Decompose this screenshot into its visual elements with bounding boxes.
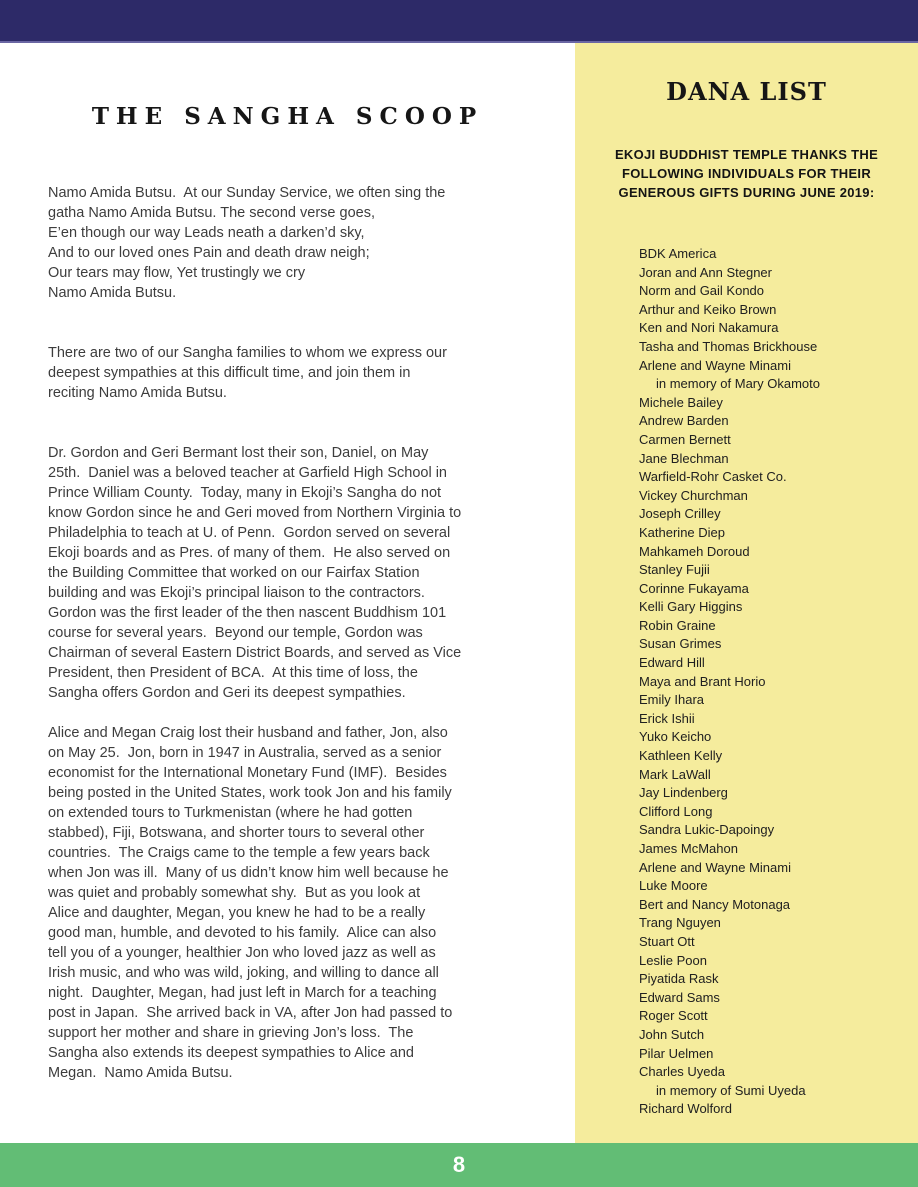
donor-name: Vickey Churchman: [639, 487, 748, 503]
donor-item: [639, 505, 910, 524]
donor-item: [639, 933, 910, 952]
donor-name: Bert and Nancy Motonaga: [639, 896, 791, 912]
donor-item: [639, 245, 910, 264]
donor-name: Katherine Diep: [639, 524, 725, 540]
donor-item: [639, 635, 910, 654]
donor-name: Joran and Ann Stegner: [639, 264, 772, 280]
donor-item: [639, 1063, 910, 1100]
donor-name: Luke Moore: [639, 878, 708, 894]
donor-item: [639, 1007, 910, 1026]
donor-item: [639, 301, 910, 320]
donor-item: [639, 468, 910, 487]
paragraph-craig: Alice and Megan Craig lost their husband and father, Jon, also on May 25. Jon, born in 1947 in Australia, served as a senior economist for the International Monetary Fund (IMF). Besides being posted in the United States, work took Jon and his family on extended tours to Turkmenistan (where he had gotten stabbed), Fiji, Botswana, and shorter tours to several other countries. The Craigs came to the temple a few years back when Jon was ill. Many of us didn’t know him well because he was quiet and probably somewhat shy. But as you look at Alice and daughter, Megan, you knew he had to be a really good man, humble, and devoted to his family. Alice can also tell you of a younger, healthier Jon who loved jazz as well as Irish music, and who was wild, joking, and willing to dance all night. Daughter, Megan, had just left in March for a teaching post in Japan. She arrived back in VA, after Jon had passed to support her mother and share in grieving Jon’s loss. The Sangha also extends its deepest sympathies to Alice and Megan. Namo Amida Butsu.: [48, 725, 453, 1081]
donor-name: Mahkameh Doroud: [639, 543, 750, 559]
donor-name: Edward Sams: [639, 989, 720, 1005]
donor-name: Corinne Fukayama: [639, 580, 749, 596]
donor-name: Erick Ishii: [639, 710, 695, 726]
donor-name: Kathleen Kelly: [639, 748, 723, 764]
donor-item: [639, 673, 910, 692]
donor-item: [639, 970, 910, 989]
sidebar-intro: EKOJI BUDDHIST TEMPLE THANKS THE FOLLOWING INDIVIDUALS FOR THEIR GENEROUS GIFTS DURING JUNE 2019:: [614, 147, 879, 200]
footer-bar: [0, 1143, 918, 1187]
donor-item: [639, 264, 910, 283]
donor-name: Tasha and Thomas Brickhouse: [639, 338, 818, 354]
donor-item: [639, 319, 910, 338]
donor-memo: in memory of Mary Okamoto: [656, 376, 820, 392]
donor-name: Stuart Ott: [639, 933, 695, 949]
donor-name: Edward Hill: [639, 655, 705, 671]
donor-memo: in memory of Sumi Uyeda: [656, 1082, 806, 1098]
donor-name: Joseph Crilley: [639, 506, 721, 522]
dana-list-sidebar: [575, 43, 918, 1143]
donor-name: Warfield-Rohr Casket Co.: [639, 469, 787, 485]
donor-name: Jay Lindenberg: [639, 785, 728, 801]
top-bar: [0, 0, 918, 43]
donor-item: [639, 487, 910, 506]
donor-name: Maya and Brant Horio: [639, 673, 766, 689]
donor-item: [639, 524, 910, 543]
sidebar-title: DANA LIST: [666, 77, 827, 106]
article-body: [48, 183, 572, 1083]
donor-name: Norm and Gail Kondo: [639, 283, 765, 299]
paragraph-sympathies-intro: There are two of our Sangha families to whom we express our deepest sympathies at this difficult time, and join them in reciting Namo Amida Butsu.: [48, 345, 447, 401]
donor-name: Emily Ihara: [639, 692, 705, 708]
donor-name: Pilar Uelmen: [639, 1045, 714, 1061]
donor-item: [639, 710, 910, 729]
donor-name: Jane Blechman: [639, 450, 729, 466]
paragraph-bermant: Dr. Gordon and Geri Bermant lost their son, Daniel, on May 25th. Daniel was a beloved teacher at Garfield High School in Prince William County. Today, many in Ekoji’s Sangha do not know Gordon since he and Geri moved from Northern Virginia to Philadelphia to teach at U. of Penn. Gordon served on several Ekoji boards and as Pres. of many of them. He also served on the Building Committee that worked on our Fairfax Station building and was Ekoji’s principal liaison to the contractors. Gordon was the first leader of the then nascent Buddhism 101 course for several years. Beyond our temple, Gordon was Chairman of several Eastern District Boards, and served as Vice President, then President of BCA. At this time of loss, the Sangha offers Gordon and Geri its deepest sympathies.: [48, 445, 462, 701]
donor-name: Arlene and Wayne Minami: [639, 357, 791, 373]
donor-item: [639, 654, 910, 673]
donor-item: [639, 412, 910, 431]
donor-item: [639, 952, 910, 971]
donor-item: [639, 989, 910, 1008]
donor-name: Robin Graine: [639, 617, 716, 633]
donor-item: [639, 394, 910, 413]
article-title: THE SANGHA SCOOP: [91, 103, 484, 130]
donor-name: Andrew Barden: [639, 413, 729, 429]
donor-item: [639, 431, 910, 450]
main-article: [0, 43, 575, 1143]
paragraph-gatha: Namo Amida Butsu. At our Sunday Service, we often sing the gatha Namo Amida Butsu. The second verse goes, E’en though our way Leads neath a darken’d sky, And to our loved ones Pain and death draw neigh; Our tears may flow, Yet trustingly we cry Namo Amida Butsu.: [48, 185, 446, 301]
donor-item: [639, 282, 910, 301]
donor-name: John Sutch: [639, 1026, 705, 1042]
donor-item: [639, 598, 910, 617]
donor-item: [639, 450, 910, 469]
donor-item: [639, 766, 910, 785]
donor-name: Ken and Nori Nakamura: [639, 320, 779, 336]
donor-item: [639, 338, 910, 357]
donor-item: [639, 561, 910, 580]
donor-list: [639, 245, 910, 1119]
donor-item: [639, 896, 910, 915]
donor-item: [639, 617, 910, 636]
donor-name: Kelli Gary Higgins: [639, 599, 743, 615]
donor-item: [639, 1045, 910, 1064]
donor-item: [639, 914, 910, 933]
donor-name: Clifford Long: [639, 803, 713, 819]
donor-item: [639, 1100, 910, 1119]
donor-item: [639, 747, 910, 766]
donor-name: BDK America: [639, 246, 717, 261]
donor-item: [639, 728, 910, 747]
donor-item: [639, 1026, 910, 1045]
donor-item: [639, 803, 910, 822]
donor-item: [639, 859, 910, 878]
donor-item: [639, 840, 910, 859]
donor-name: Charles Uyeda: [639, 1064, 725, 1080]
donor-name: Richard Wolford: [639, 1101, 732, 1117]
page-number: 8: [452, 1152, 466, 1177]
donor-item: [639, 691, 910, 710]
donor-name: Trang Nguyen: [639, 915, 721, 931]
donor-item: [639, 877, 910, 896]
donor-item: [639, 821, 910, 840]
donor-name: Yuko Keicho: [639, 729, 712, 745]
donor-name: Susan Grimes: [639, 636, 722, 652]
donor-name: Leslie Poon: [639, 952, 707, 968]
donor-item: [639, 357, 910, 394]
donor-name: Roger Scott: [639, 1008, 708, 1024]
donor-name: Sandra Lukic-Dapoingy: [639, 822, 775, 838]
donor-name: Stanley Fujii: [639, 562, 710, 578]
donor-name: Michele Bailey: [639, 394, 723, 410]
donor-name: Carmen Bernett: [639, 431, 731, 447]
donor-name: Piyatida Rask: [639, 971, 719, 987]
donor-item: [639, 580, 910, 599]
donor-name: Mark LaWall: [639, 766, 711, 782]
donor-name: Arthur and Keiko Brown: [639, 301, 777, 317]
donor-item: [639, 784, 910, 803]
donor-item: [639, 543, 910, 562]
donor-name: James McMahon: [639, 841, 738, 856]
donor-name: Arlene and Wayne Minami: [639, 859, 791, 875]
